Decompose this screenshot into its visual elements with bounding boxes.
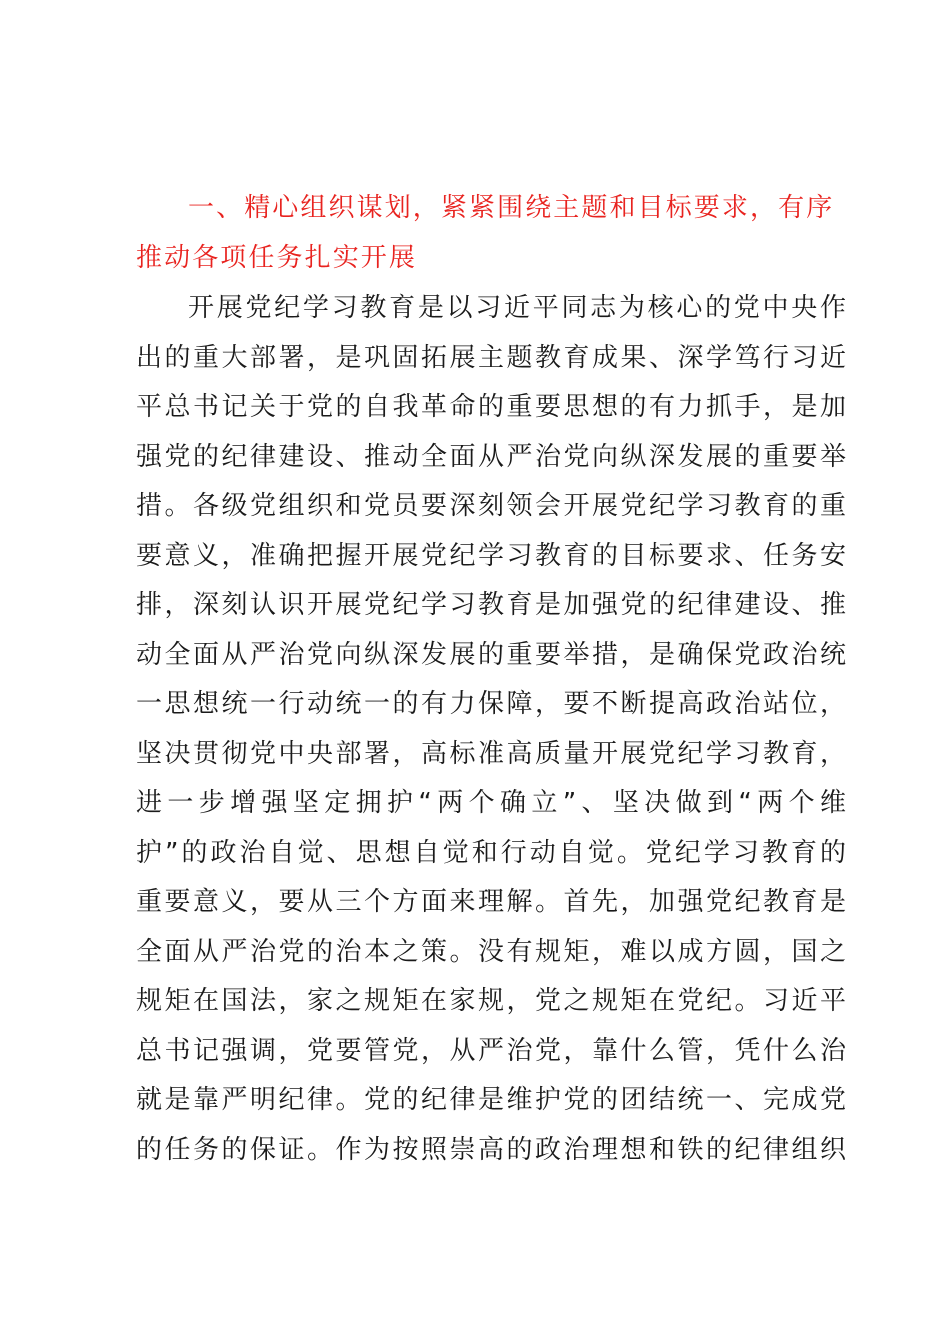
paragraph-line: 护”的政治自觉、思想自觉和行动自觉。党纪学习教育的 bbox=[136, 837, 846, 868]
paragraph-line: 一思想统一行动统一的有力保障，要不断提高政治站位， bbox=[136, 689, 846, 719]
paragraph-line: 强党的纪律建设、推动全面从严治党向纵深发展的重要举 bbox=[136, 441, 846, 472]
paragraph-line: 就是靠严明纪律。党的纪律是维护党的团结统一、完成党 bbox=[136, 1085, 846, 1115]
paragraph-line: 动全面从严治党向纵深发展的重要举措，是确保党政治统 bbox=[136, 639, 846, 670]
paragraph-line: 开展党纪学习教育是以习近平同志为核心的党中央作 bbox=[188, 293, 846, 323]
section-heading-line-2: 推动各项任务扎实开展 bbox=[136, 243, 418, 273]
paragraph-line: 排，深刻认识开展党纪学习教育是加强党的纪律建设、推 bbox=[136, 590, 846, 620]
paragraph-line: 重要意义，要从三个方面来理解。首先，加强党纪教育是 bbox=[136, 887, 846, 917]
paragraph-line: 要意义，准确把握开展党纪学习教育的目标要求、任务安 bbox=[136, 540, 846, 571]
paragraph-line: 出的重大部署，是巩固拓展主题教育成果、深学笃行习近 bbox=[136, 342, 846, 373]
paragraph-line: 的任务的保证。作为按照崇高的政治理想和铁的纪律组织 bbox=[136, 1134, 846, 1165]
paragraph-line: 坚决贯彻党中央部署，高标准高质量开展党纪学习教育， bbox=[136, 738, 846, 769]
section-heading-line-1: 一、精心组织谋划，紧紧围绕主题和目标要求，有序 bbox=[188, 193, 835, 223]
body-paragraph bbox=[136, 284, 846, 1175]
paragraph-line: 措。各级党组织和党员要深刻领会开展党纪学习教育的重 bbox=[136, 491, 846, 521]
paragraph-line: 全面从严治党的治本之策。没有规矩，难以成方圆，国之 bbox=[136, 936, 846, 967]
paragraph-line: 平总书记关于党的自我革命的重要思想的有力抓手，是加 bbox=[136, 392, 846, 422]
paragraph-line: 进一步增强坚定拥护“两个确立”、坚决做到“两个维 bbox=[136, 788, 846, 818]
paragraph-line: 总书记强调，党要管党，从严治党，靠什么管，凭什么治 bbox=[136, 1035, 846, 1066]
paragraph-line: 规矩在国法，家之规矩在家规，党之规矩在党纪。习近平 bbox=[136, 986, 846, 1016]
section-heading bbox=[136, 183, 836, 283]
